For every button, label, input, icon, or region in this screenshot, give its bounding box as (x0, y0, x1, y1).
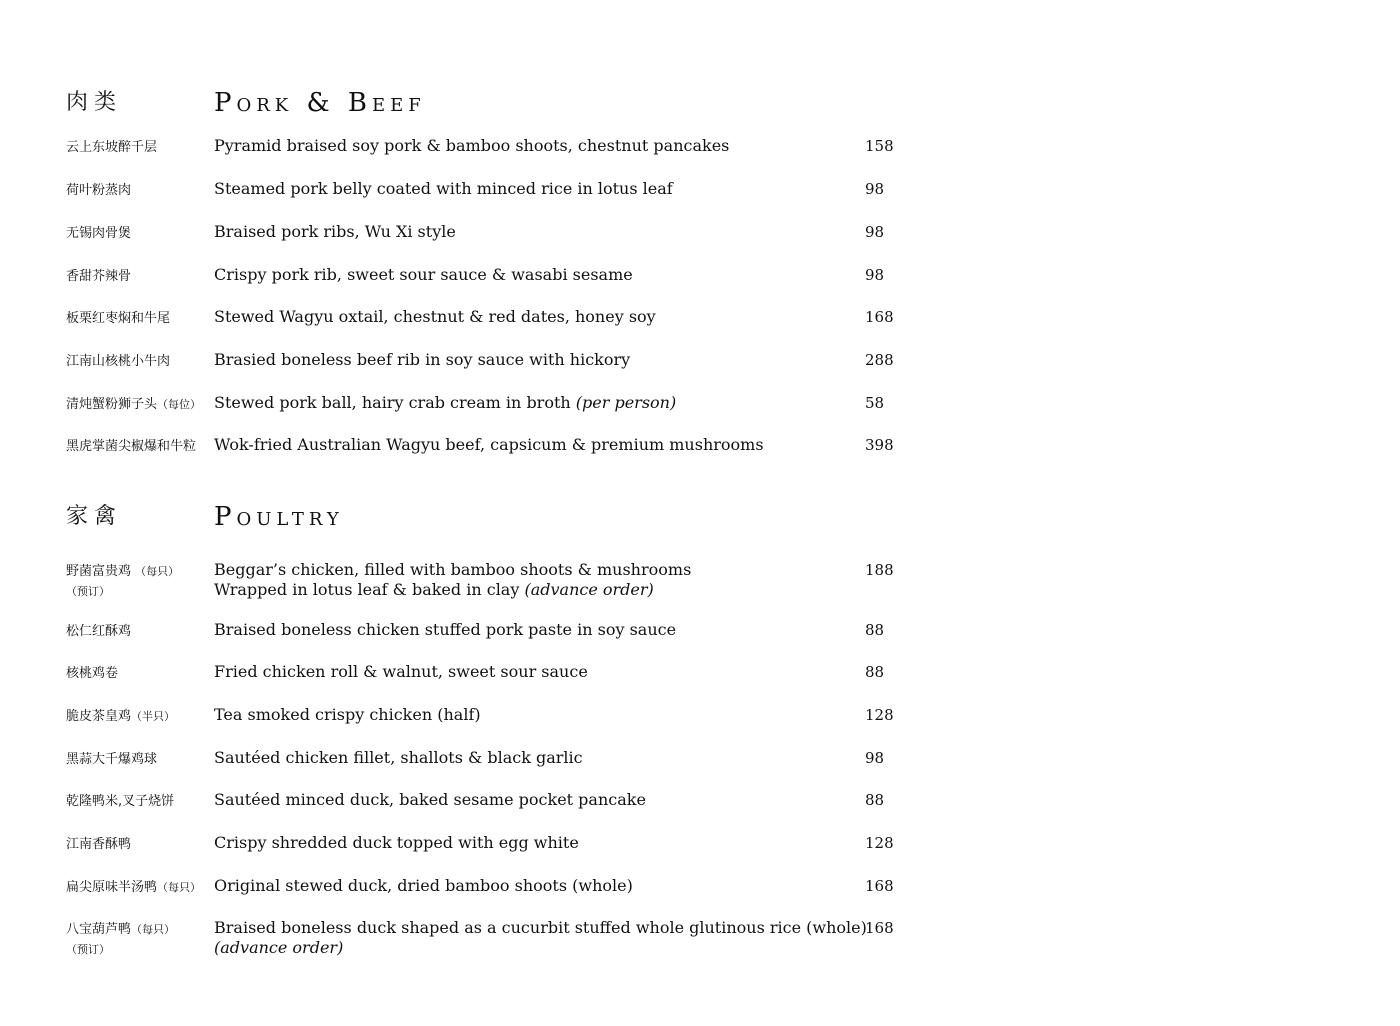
dish-name-chinese: 清炖蟹粉狮子头（每位） (66, 397, 202, 412)
menu-item (66, 437, 926, 477)
dish-description: Original stewed duck, dried bamboo shoots (whole) (214, 876, 633, 895)
dish-description: Crispy pork rib, sweet sour sauce & wasabi sesame (214, 265, 633, 284)
dish-description: Sautéed minced duck, baked sesame pocket pancake (214, 790, 646, 809)
dish-price: 158 (865, 137, 894, 155)
menu-item (66, 224, 926, 264)
menu-item (66, 622, 926, 662)
menu-item (66, 707, 926, 747)
dish-description: Tea smoked crispy chicken (half) (214, 705, 481, 724)
menu-item (66, 664, 926, 704)
section-title-english: Poultry (214, 502, 344, 532)
dish-name-chinese: 江南山核桃小牛肉 (66, 354, 171, 369)
menu-item (66, 267, 926, 307)
dish-description: Beggar’s chicken, filled with bamboo shoots & mushrooms Wrapped in lotus leaf & baked in clay (advance order) (214, 560, 692, 599)
menu-item (66, 792, 926, 832)
dish-name-chinese: 荷叶粉蒸肉 (66, 183, 132, 198)
dish-name-chinese: 核桃鸡卷 (66, 666, 119, 681)
dish-description: Brasied boneless beef rib in soy sauce with hickory (214, 350, 631, 369)
dish-description: Stewed Wagyu oxtail, chestnut & red dates, honey soy (214, 307, 656, 326)
dish-price: 58 (865, 394, 885, 412)
dish-description: Wok-fried Australian Wagyu beef, capsicum & premium mushrooms (214, 435, 764, 454)
dish-description: Fried chicken roll & walnut, sweet sour sauce (214, 662, 588, 681)
dish-description: Braised pork ribs, Wu Xi style (214, 222, 456, 241)
dish-description: Pyramid braised soy pork & bamboo shoots, chestnut pancakes (214, 136, 730, 155)
dish-description: Steamed pork belly coated with minced rice in lotus leaf (214, 179, 673, 198)
dish-price: 398 (865, 436, 894, 454)
menu-item (66, 920, 926, 960)
dish-price: 128 (865, 834, 894, 852)
menu-item (66, 750, 926, 790)
menu-item (66, 181, 926, 221)
dish-name-chinese: 脆皮茶皇鸡（半只） (66, 709, 176, 724)
dish-price: 128 (865, 706, 894, 724)
dish-price: 98 (865, 223, 885, 241)
menu-item (66, 878, 926, 918)
dish-name-chinese: 松仁红酥鸡 (66, 624, 132, 639)
dish-name-chinese: 黑蒜大千爆鸡球 (66, 752, 158, 767)
dish-price: 98 (865, 266, 885, 284)
section-title-chinese: 肉类 (66, 90, 123, 115)
dish-price: 88 (865, 791, 885, 809)
dish-price: 288 (865, 351, 894, 369)
menu-item (66, 352, 926, 392)
dish-description: Braised boneless chicken stuffed pork paste in soy sauce (214, 620, 677, 639)
dish-description: Stewed pork ball, hairy crab cream in broth (per person) (214, 393, 677, 412)
dish-price: 168 (865, 877, 894, 895)
menu-item (66, 309, 926, 349)
dish-name-chinese: 扁尖原味半汤鸭（每只） (66, 880, 202, 895)
dish-name-chinese: 野菌富贵鸡 （每只） （预订） (66, 564, 180, 598)
dish-name-chinese: 云上东坡醉千层 (66, 140, 158, 155)
section-title-chinese: 家禽 (66, 504, 123, 529)
dish-name-chinese: 黑虎掌菌尖椒爆和牛粒 (66, 439, 197, 454)
dish-name-chinese: 无锡肉骨煲 (66, 226, 132, 241)
menu-item (66, 395, 926, 435)
dish-price: 98 (865, 749, 885, 767)
dish-price: 88 (865, 621, 885, 639)
dish-description: Sautéed chicken fillet, shallots & black garlic (214, 748, 583, 767)
dish-price: 168 (865, 919, 894, 937)
dish-name-chinese: 江南香酥鸭 (66, 837, 132, 852)
dish-name-chinese: 乾隆鸭米,叉子烧饼 (66, 794, 175, 809)
dish-name-chinese: 八宝葫芦鸭（每只） （预订） (66, 922, 176, 956)
menu-item (66, 138, 926, 178)
dish-description: Crispy shredded duck topped with egg white (214, 833, 579, 852)
dish-name-chinese: 板栗红枣焖和牛尾 (66, 311, 171, 326)
section-title-english: Pork & Beef (214, 88, 426, 118)
dish-name-chinese: 香甜芥辣骨 (66, 269, 132, 284)
dish-price: 98 (865, 180, 885, 198)
dish-price: 188 (865, 561, 894, 579)
dish-price: 168 (865, 308, 894, 326)
menu-item (66, 835, 926, 875)
menu-item (66, 562, 926, 602)
dish-description: Braised boneless duck shaped as a cucurbit stuffed whole glutinous rice (whole) (advance order) (214, 918, 867, 957)
dish-price: 88 (865, 663, 885, 681)
